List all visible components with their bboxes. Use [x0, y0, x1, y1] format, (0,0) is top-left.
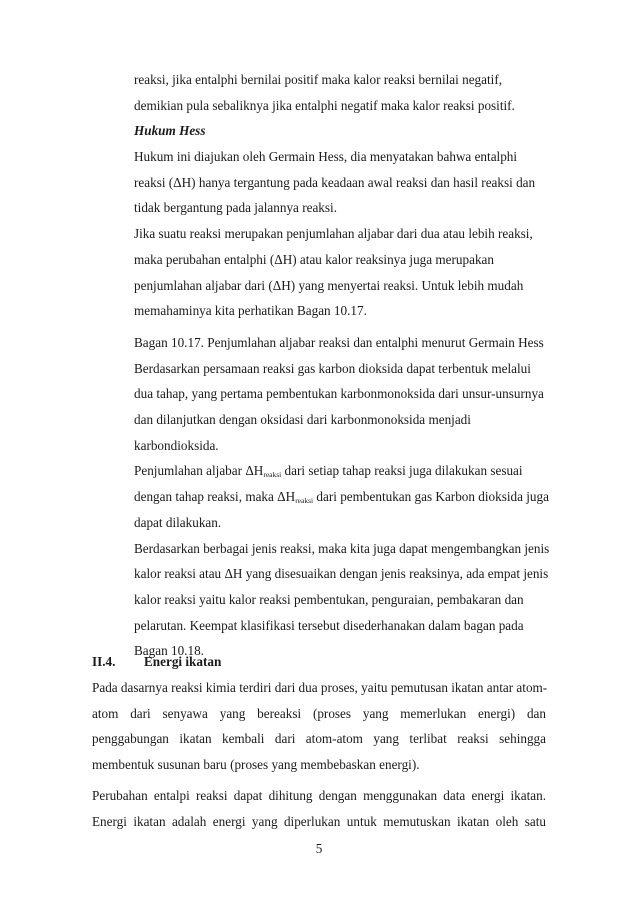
- page-number: 5: [315, 841, 323, 856]
- text-line: reaksi (ΔH) hanya tergantung pada keadaan awal reaksi dan hasil reaksi dan: [134, 174, 536, 190]
- text-line: [134, 484, 549, 510]
- text-line: Pada dasarnya reaksi kimia terdiri dari dua proses, yaitu pemutusan ikatan antar atom-: [92, 680, 548, 695]
- text-line: pelarutan. Keempat klasifikasi tersebut disederhanakan dalam bagan pada: [134, 617, 524, 633]
- text-line: karbondioksida.: [134, 437, 219, 453]
- text-line: tidak bergantung pada jalannya reaksi.: [134, 200, 337, 216]
- text-fragment: dari setiap tahap reaksi juga dilakukan sesuai: [281, 463, 523, 479]
- text-line: Hukum ini diajukan oleh Germain Hess, dia menyatakan bahwa entalphi: [134, 149, 518, 165]
- text-line: dua tahap, yang pertama pembentukan karbonmonoksida dari unsur-unsurnya: [134, 386, 544, 402]
- section-title: Energi ikatan: [144, 654, 222, 669]
- text-line: membentuk susunan baru (proses yang membebaskan energi).: [92, 757, 420, 773]
- text-line: Berdasarkan persamaan reaksi gas karbon dioksida dapat terbentuk melalui: [134, 360, 531, 376]
- text-line: Berdasarkan berbagai jenis reaksi, maka kita juga dapat mengembangkan jenis: [134, 540, 550, 556]
- paragraph-energi-ikatan: [92, 675, 546, 778]
- figure-caption: Bagan 10.17. Penjumlahan aljabar reaksi dan entalphi menurut Germain Hess: [134, 335, 544, 350]
- section-heading: [92, 649, 546, 675]
- text-line: penjumlahan aljabar dari (ΔH) yang menyertai reaksi. Untuk lebih mudah: [134, 277, 524, 293]
- text-line: dan dilanjutkan dengan oksidasi dari karbonmonoksida menjadi: [134, 412, 471, 428]
- text-fragment: dari pembentukan gas Karbon dioksida juga: [313, 489, 549, 505]
- text-line: kalor reaksi yaitu kalor reaksi pembentukan, penguraian, pembakaran dan: [134, 591, 524, 607]
- bagan-block: [134, 330, 550, 664]
- text-fragment: dengan tahap reaksi, maka ΔH: [134, 489, 296, 505]
- text-line: kalor reaksi atau ΔH yang disesuaikan dengan jenis reaksinya, ada empat jenis: [134, 566, 549, 582]
- text-line: Energi ikatan adalah energi yang diperlukan untuk memutuskan ikatan oleh satu: [92, 813, 546, 829]
- text-line: dapat dilakukan.: [134, 514, 222, 530]
- subheading-hukum-hess: Hukum Hess: [134, 123, 206, 139]
- text-line: Bagan 10.18.: [134, 643, 204, 659]
- hukum-hess-block: [134, 67, 546, 324]
- paragraph-perubahan-entalpi: [92, 783, 546, 834]
- subscript-reaksi: reaksi: [295, 496, 314, 506]
- text-line: Jika suatu reaksi merupakan penjumlahan aljabar dari dua atau lebih reaksi,: [134, 226, 533, 242]
- text-line: atom dari senyawa yang bereaksi (proses yang memerlukan energi) dan: [92, 705, 546, 721]
- subscript-reaksi: reaksi: [263, 470, 282, 480]
- text-line: maka perubahan entalphi (ΔH) atau kalor reaksinya juga merupakan: [134, 251, 494, 267]
- text-fragment: Penjumlahan aljabar ΔH: [134, 463, 264, 479]
- text-line: memahaminya kita perhatikan Bagan 10.17.: [134, 303, 367, 319]
- section-number: II.4.: [92, 654, 116, 669]
- text-line: penggabungan ikatan kembali dari atom-atom yang terlibat reaksi sehingga: [92, 731, 546, 747]
- text-line: demikian pula sebaliknya jika entalphi negatif maka kalor reaksi positif.: [134, 97, 515, 113]
- text-line: Perubahan entalpi reaksi dapat dihitung dengan menggunakan data energi ikatan.: [92, 788, 546, 803]
- text-line: reaksi, jika entalphi bernilai positif maka kalor reaksi bernilai negatif,: [134, 72, 503, 87]
- text-line: [134, 458, 546, 484]
